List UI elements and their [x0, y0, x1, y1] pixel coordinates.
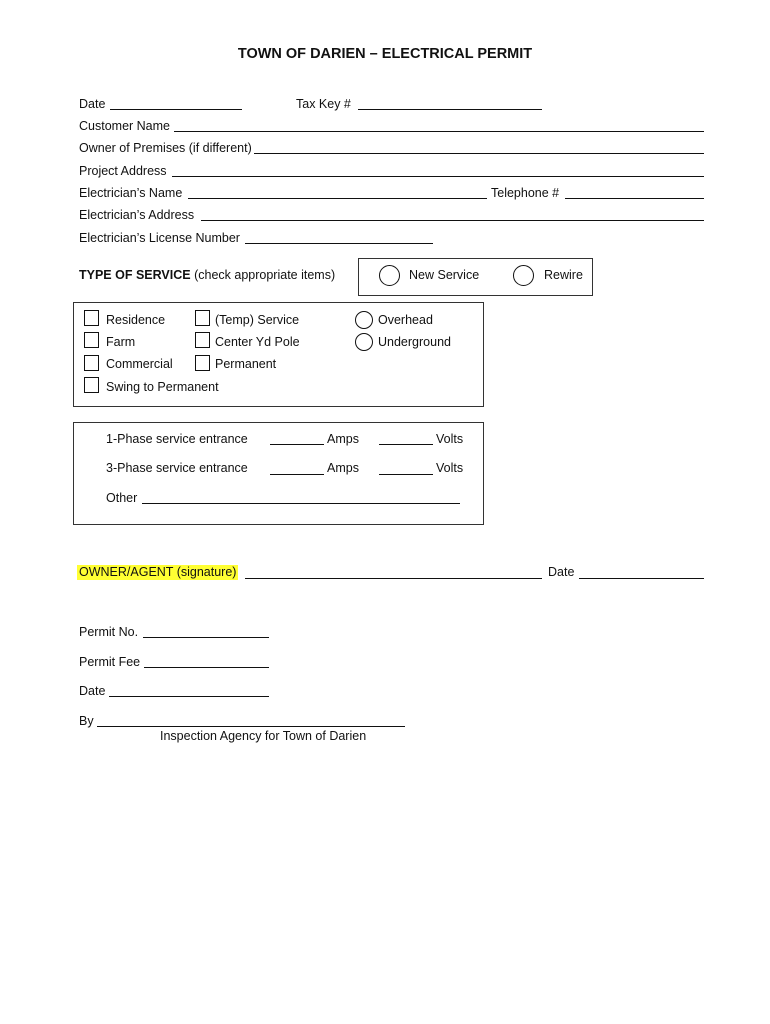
phase3-amps-label: Amps	[327, 461, 359, 475]
office-date-field[interactable]	[109, 696, 269, 697]
commercial-checkbox[interactable]	[84, 355, 99, 371]
temp-service-label: (Temp) Service	[215, 313, 300, 327]
phase1-amps-field[interactable]	[270, 444, 324, 445]
other-label: Other	[106, 491, 138, 505]
new-service-label: New Service	[409, 268, 480, 282]
electricians-license-field[interactable]	[245, 243, 433, 244]
by-label: By	[79, 714, 94, 728]
underground-label: Underground	[378, 335, 451, 349]
farm-checkbox[interactable]	[84, 332, 99, 348]
customer-name-field[interactable]	[174, 131, 704, 132]
underground-radio[interactable]	[355, 333, 373, 351]
other-field[interactable]	[142, 503, 460, 504]
overhead-label: Overhead	[378, 313, 433, 327]
electricians-name-field[interactable]	[188, 198, 487, 199]
permit-fee-field[interactable]	[144, 667, 269, 668]
permit-no-field[interactable]	[143, 637, 269, 638]
customer-name-label: Customer Name	[79, 119, 170, 133]
owner-agent-signature-label: OWNER/AGENT (signature)	[79, 565, 237, 579]
tax-key-label: Tax Key #	[296, 97, 351, 111]
electricians-address-label: Electrician’s Address	[79, 208, 195, 222]
tax-key-field[interactable]	[358, 109, 542, 110]
phase1-volts-label: Volts	[436, 432, 464, 446]
electricians-license-label: Electrician’s License Number	[79, 231, 240, 245]
swing-to-permanent-label: Swing to Permanent	[106, 380, 219, 394]
signature-date-label: Date	[548, 565, 575, 579]
permanent-label: Permanent	[215, 357, 277, 371]
date-label: Date	[79, 97, 106, 111]
phase3-volts-label: Volts	[436, 461, 464, 475]
permit-fee-label: Permit Fee	[79, 655, 141, 669]
permit-no-label: Permit No.	[79, 625, 139, 639]
commercial-label: Commercial	[106, 357, 173, 371]
phase1-volts-field[interactable]	[379, 444, 433, 445]
office-date-label: Date	[79, 684, 106, 698]
phase3-volts-field[interactable]	[379, 474, 433, 475]
date-field[interactable]	[110, 109, 242, 110]
farm-label: Farm	[106, 335, 136, 349]
phase3-amps-field[interactable]	[270, 474, 324, 475]
electricians-name-label: Electrician’s Name	[79, 186, 183, 200]
electricians-address-field[interactable]	[201, 220, 704, 221]
swing-to-permanent-checkbox[interactable]	[84, 377, 99, 393]
residence-checkbox[interactable]	[84, 310, 99, 326]
owner-agent-signature-field[interactable]	[245, 578, 542, 579]
temp-service-checkbox[interactable]	[195, 310, 210, 326]
permanent-checkbox[interactable]	[195, 355, 210, 371]
center-yd-pole-checkbox[interactable]	[195, 332, 210, 348]
phase1-amps-label: Amps	[327, 432, 359, 446]
rewire-radio[interactable]	[513, 265, 534, 286]
owner-of-premises-label: Owner of Premises (if different)	[79, 141, 252, 155]
page-title: TOWN OF DARIEN – ELECTRICAL PERMIT	[237, 46, 533, 62]
center-yd-pole-label: Center Yd Pole	[215, 335, 300, 349]
inspection-agency-caption: Inspection Agency for Town of Darien	[160, 729, 367, 743]
telephone-label: Telephone #	[491, 186, 560, 200]
residence-label: Residence	[106, 313, 166, 327]
new-service-radio[interactable]	[379, 265, 400, 286]
owner-of-premises-field[interactable]	[254, 153, 704, 154]
rewire-label: Rewire	[544, 268, 583, 282]
project-address-label: Project Address	[79, 164, 167, 178]
signature-date-field[interactable]	[579, 578, 704, 579]
phase3-label: 3-Phase service entrance	[106, 461, 248, 475]
overhead-radio[interactable]	[355, 311, 373, 329]
phase1-label: 1-Phase service entrance	[106, 432, 248, 446]
type-of-service-heading: TYPE OF SERVICE (check appropriate items)	[79, 268, 336, 282]
by-field[interactable]	[97, 726, 405, 727]
telephone-field[interactable]	[565, 198, 704, 199]
project-address-field[interactable]	[172, 176, 704, 177]
